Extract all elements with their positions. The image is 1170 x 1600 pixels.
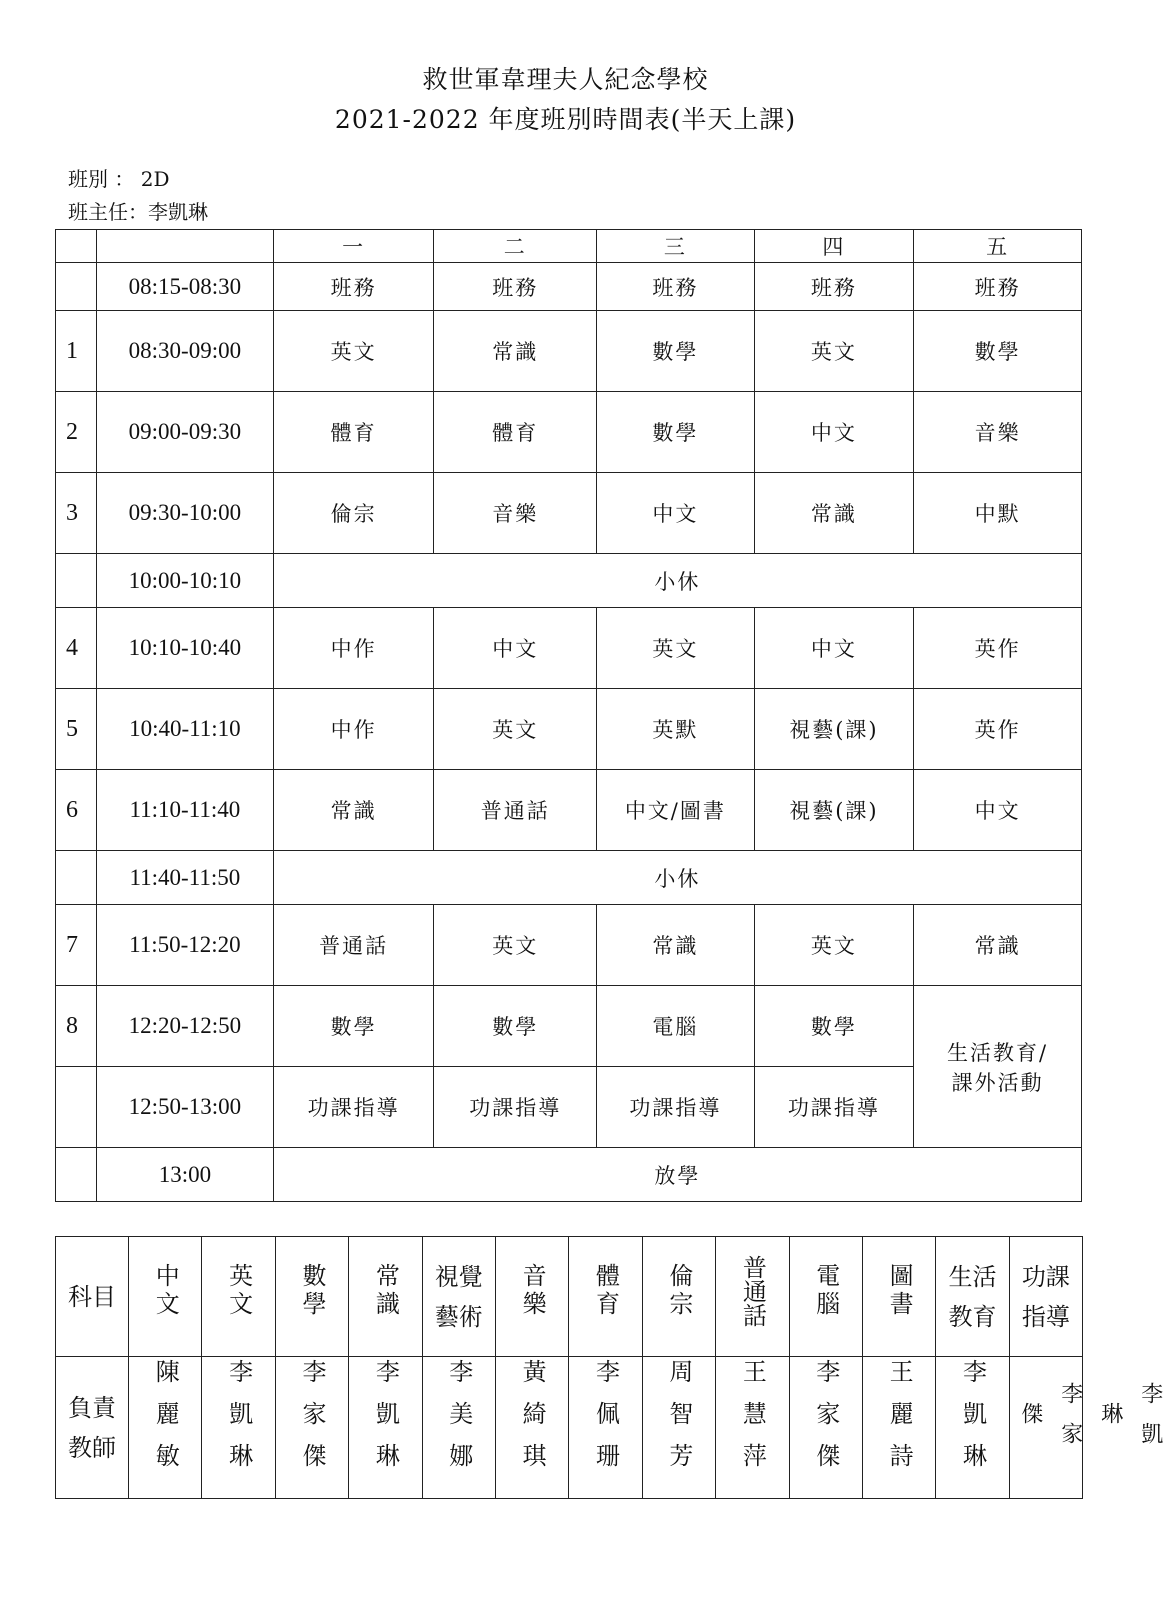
lesson-cell: 中默 <box>914 473 1082 554</box>
lesson-cell: 英作 <box>914 608 1082 689</box>
period-time: 11:50-12:20 <box>96 905 273 986</box>
timetable-row <box>56 263 1082 311</box>
subject-teacher-table <box>55 1236 1163 1499</box>
period-number: 5 <box>56 689 97 770</box>
timetable <box>55 229 1082 1202</box>
teacher-cell: 李家傑 <box>275 1357 348 1499</box>
lesson-cell: 視藝(課) <box>754 689 914 770</box>
time-header-cell <box>96 230 273 263</box>
merged-line: 生活教育/ <box>947 1040 1049 1065</box>
period-number: 6 <box>56 770 97 851</box>
subject-cell: 普通話 <box>716 1237 789 1357</box>
lesson-cell: 班務 <box>273 263 434 311</box>
subject-cell: 圖書 <box>862 1237 935 1357</box>
corner-cell <box>56 230 97 263</box>
subject-cell: 功課指導 <box>1009 1237 1082 1357</box>
lesson-cell: 數學 <box>597 392 755 473</box>
teacher-row <box>56 1357 1083 1499</box>
teacher-cell: 李美娜 <box>422 1357 495 1499</box>
break-row <box>56 851 1082 905</box>
teacher-cell: 李凱琳 <box>349 1357 422 1499</box>
teacher-cell: 李凱琳 <box>936 1357 1009 1499</box>
teacher-cell: 周智芳 <box>642 1357 715 1499</box>
lesson-cell: 英文 <box>754 905 914 986</box>
lesson-cell: 視藝(課) <box>754 770 914 851</box>
lesson-cell: 英文 <box>434 689 597 770</box>
teacher-cell: 李凱琳 <box>202 1357 275 1499</box>
lesson-cell: 倫宗 <box>273 473 434 554</box>
lesson-cell: 班務 <box>434 263 597 311</box>
friday-merged-cell <box>914 986 1082 1148</box>
subject-cell: 倫宗 <box>642 1237 715 1357</box>
class-label: 班別 ： 2D <box>68 167 170 191</box>
subject-cell: 英文 <box>202 1237 275 1357</box>
subject-cell: 數學 <box>275 1237 348 1357</box>
lesson-cell: 數學 <box>914 311 1082 392</box>
timetable-row <box>56 608 1082 689</box>
period-number <box>56 263 97 311</box>
lesson-cell: 中文 <box>597 473 755 554</box>
period-number: 3 <box>56 473 97 554</box>
teacher-cell: 黃綺琪 <box>495 1357 568 1499</box>
class-teacher-label: 班主任：李凱琳 <box>68 200 208 224</box>
lesson-cell: 體育 <box>434 392 597 473</box>
dismissal-label: 放學 <box>273 1148 1081 1202</box>
lesson-cell: 音樂 <box>434 473 597 554</box>
lesson-cell: 功課指導 <box>273 1067 434 1148</box>
period-number <box>56 1148 97 1202</box>
period-time: 12:20-12:50 <box>96 986 273 1067</box>
lesson-cell: 中文 <box>754 608 914 689</box>
period-number <box>56 1067 97 1148</box>
break-label: 小休 <box>273 851 1081 905</box>
lesson-cell: 常識 <box>597 905 755 986</box>
period-time: 08:30-09:00 <box>96 311 273 392</box>
day-header: 三 <box>597 230 755 263</box>
break-row <box>56 554 1082 608</box>
lesson-cell: 普通話 <box>434 770 597 851</box>
lesson-cell: 班務 <box>754 263 914 311</box>
lesson-cell: 普通話 <box>273 905 434 986</box>
period-time: 09:30-10:00 <box>96 473 273 554</box>
lesson-cell: 英作 <box>914 689 1082 770</box>
lesson-cell: 英文 <box>434 905 597 986</box>
break-time: 11:40-11:50 <box>96 851 273 905</box>
lesson-cell: 數學 <box>597 311 755 392</box>
period-time: 10:40-11:10 <box>96 689 273 770</box>
lesson-cell: 班務 <box>914 263 1082 311</box>
lesson-cell: 功課指導 <box>597 1067 755 1148</box>
lesson-cell: 常識 <box>914 905 1082 986</box>
period-number: 1 <box>56 311 97 392</box>
lesson-cell: 英文 <box>597 608 755 689</box>
lesson-cell: 中文 <box>754 392 914 473</box>
subject-cell: 視覺藝術 <box>422 1237 495 1357</box>
teacher-cell: 王慧萍 <box>716 1357 789 1499</box>
lesson-cell: 音樂 <box>914 392 1082 473</box>
lesson-cell: 中文 <box>914 770 1082 851</box>
period-number: 7 <box>56 905 97 986</box>
period-time: 08:15-08:30 <box>96 263 273 311</box>
period-time: 12:50-13:00 <box>96 1067 273 1148</box>
timetable-row <box>56 986 1082 1067</box>
teacher-cell: 李佩珊 <box>569 1357 642 1499</box>
subject-row <box>56 1237 1083 1357</box>
subject-cell: 音樂 <box>495 1237 568 1357</box>
subject-cell: 生活教育 <box>936 1237 1009 1357</box>
period-number: 4 <box>56 608 97 689</box>
lesson-cell: 英默 <box>597 689 755 770</box>
subject-header: 科目 <box>56 1237 129 1357</box>
lesson-cell: 數學 <box>273 986 434 1067</box>
lesson-cell: 功課指導 <box>754 1067 914 1148</box>
timetable-row <box>56 392 1082 473</box>
lesson-cell: 英文 <box>754 311 914 392</box>
period-time: 09:00-09:30 <box>96 392 273 473</box>
timetable-row <box>56 770 1082 851</box>
period-number <box>56 554 97 608</box>
lesson-cell: 中文/圖書 <box>597 770 755 851</box>
lesson-cell: 英文 <box>273 311 434 392</box>
day-header: 一 <box>273 230 434 263</box>
day-header-row <box>56 230 1082 263</box>
dismissal-row <box>56 1148 1082 1202</box>
merged-line: 課外活動 <box>951 1070 1044 1095</box>
teacher-cell: 李凱琳 李家傑 <box>1009 1357 1082 1499</box>
lesson-cell: 功課指導 <box>434 1067 597 1148</box>
period-number: 2 <box>56 392 97 473</box>
period-number: 8 <box>56 986 97 1067</box>
timetable-row <box>56 473 1082 554</box>
lesson-cell: 常識 <box>754 473 914 554</box>
timetable-row <box>56 689 1082 770</box>
dismissal-time: 13:00 <box>96 1148 273 1202</box>
break-label: 小休 <box>273 554 1081 608</box>
day-header: 五 <box>914 230 1082 263</box>
lesson-cell: 中作 <box>273 689 434 770</box>
timetable-title: 2021-2022 年度班別時間表(半天上課) <box>334 105 797 134</box>
timetable-row <box>56 311 1082 392</box>
school-name: 救世軍韋理夫人紀念學校 <box>422 65 709 94</box>
period-time: 11:10-11:40 <box>96 770 273 851</box>
day-header: 二 <box>434 230 597 263</box>
lesson-cell: 班務 <box>597 263 755 311</box>
period-number <box>56 851 97 905</box>
lesson-cell: 中作 <box>273 608 434 689</box>
break-time: 10:00-10:10 <box>96 554 273 608</box>
lesson-cell: 中文 <box>434 608 597 689</box>
teacher-cell: 李家傑 <box>789 1357 862 1499</box>
teacher-header: 負責教師 <box>56 1357 129 1499</box>
lesson-cell: 數學 <box>434 986 597 1067</box>
timetable-row <box>56 905 1082 986</box>
lesson-cell: 電腦 <box>597 986 755 1067</box>
subject-cell: 體育 <box>569 1237 642 1357</box>
teacher-cell: 陳麗敏 <box>129 1357 202 1499</box>
lesson-cell: 常識 <box>273 770 434 851</box>
subject-cell: 電腦 <box>789 1237 862 1357</box>
lesson-cell: 數學 <box>754 986 914 1067</box>
day-header: 四 <box>754 230 914 263</box>
lesson-cell: 體育 <box>273 392 434 473</box>
subject-cell: 常識 <box>349 1237 422 1357</box>
lesson-cell: 常識 <box>434 311 597 392</box>
period-time: 10:10-10:40 <box>96 608 273 689</box>
subject-cell: 中文 <box>129 1237 202 1357</box>
teacher-cell: 王麗詩 <box>862 1357 935 1499</box>
